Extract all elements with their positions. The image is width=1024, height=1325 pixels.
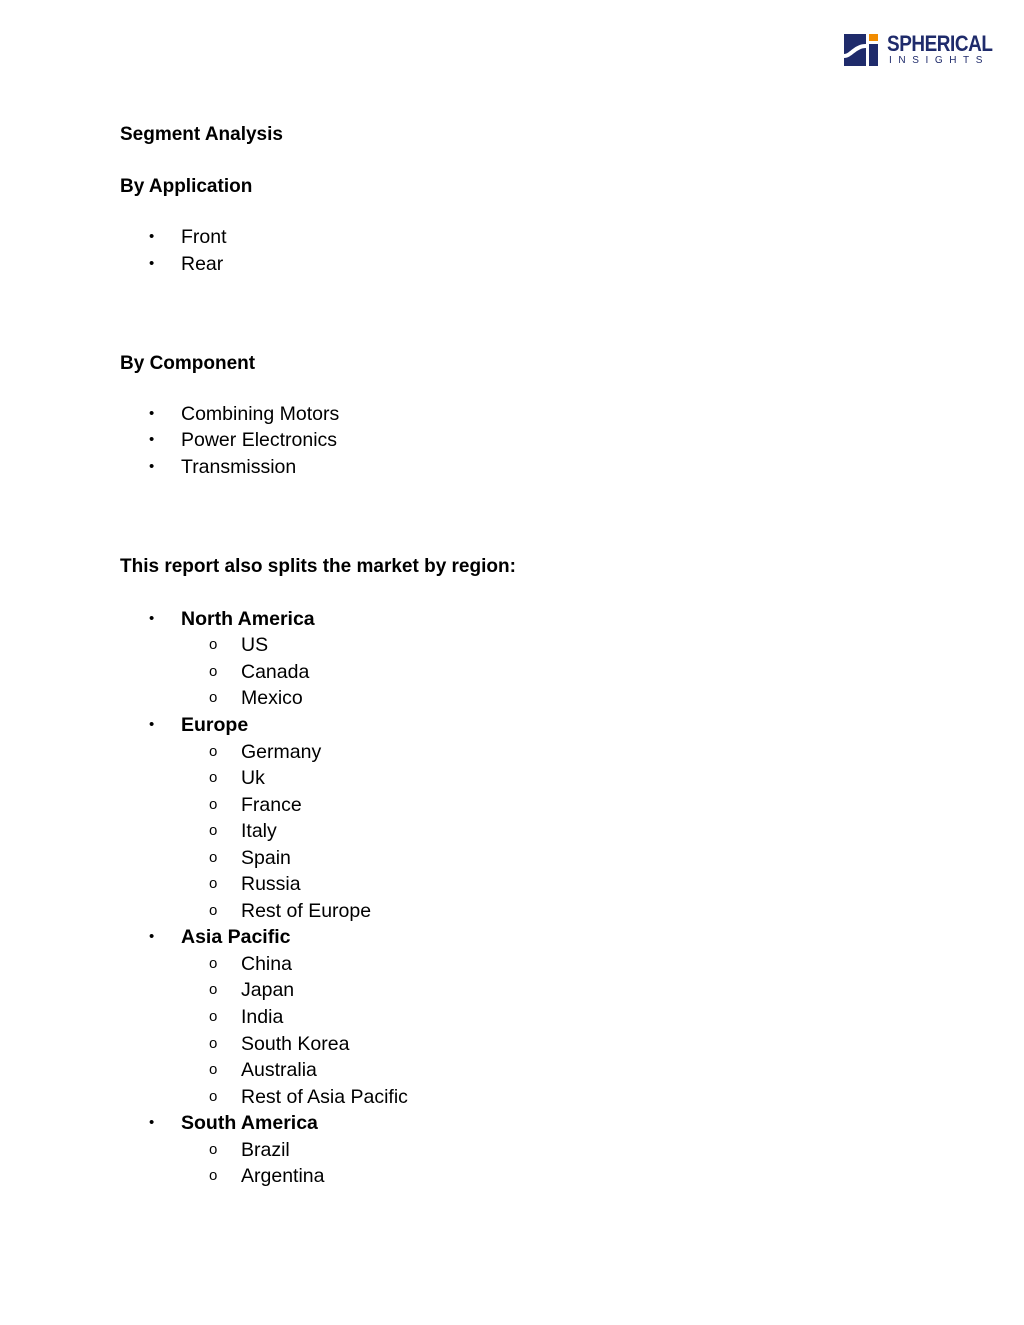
country-item: Spain (241, 847, 291, 869)
logo-word-spherical: SPHERICAL (887, 31, 993, 56)
country-item: China (241, 953, 292, 975)
sub-bullet-icon: o (209, 636, 218, 653)
list-item: Front (181, 226, 227, 248)
bullet-icon: • (149, 716, 155, 733)
logo-word-insights: INSIGHTS (889, 55, 990, 66)
logo-mark-icon (844, 34, 878, 66)
sub-bullet-icon: o (209, 902, 218, 919)
country-item: Uk (241, 767, 265, 789)
sub-bullet-icon: o (209, 1008, 218, 1025)
sub-bullet-icon: o (209, 743, 218, 760)
sub-bullet-icon: o (209, 1035, 218, 1052)
country-item: India (241, 1006, 284, 1028)
list-item: Rear (181, 253, 224, 275)
country-item: Canada (241, 661, 310, 683)
bullet-icon: • (149, 1114, 155, 1131)
country-item: South Korea (241, 1033, 350, 1055)
country-item: Rest of Asia Pacific (241, 1086, 408, 1108)
region-item: Europe (181, 714, 249, 736)
region-item: South America (181, 1112, 318, 1134)
company-logo (844, 32, 1000, 68)
country-item: Argentina (241, 1165, 325, 1187)
region-item: Asia Pacific (181, 926, 291, 948)
bullet-icon: • (149, 405, 155, 422)
sub-bullet-icon: o (209, 849, 218, 866)
bullet-icon: • (149, 928, 155, 945)
sub-bullet-icon: o (209, 875, 218, 892)
region-item: North America (181, 608, 315, 630)
bullet-icon: • (149, 610, 155, 627)
country-item: Rest of Europe (241, 900, 372, 922)
sub-bullet-icon: o (209, 1061, 218, 1078)
sub-bullet-icon: o (209, 822, 218, 839)
sub-bullet-icon: o (209, 689, 218, 706)
list-item: Power Electronics (181, 429, 338, 451)
country-item: Italy (241, 820, 277, 842)
bullet-icon: • (149, 431, 155, 448)
country-item: Brazil (241, 1139, 290, 1161)
country-item: Mexico (241, 687, 303, 709)
country-item: Germany (241, 741, 322, 763)
sub-bullet-icon: o (209, 1167, 218, 1184)
heading-by-application: By Application (120, 176, 253, 197)
heading-regions: This report also splits the market by region: (120, 556, 516, 577)
bullet-icon: • (149, 255, 155, 272)
heading-by-component: By Component (120, 353, 256, 374)
country-item: US (241, 634, 269, 656)
bullet-icon: • (149, 228, 155, 245)
sub-bullet-icon: o (209, 663, 218, 680)
sub-bullet-icon: o (209, 1088, 218, 1105)
sub-bullet-icon: o (209, 981, 218, 998)
sub-bullet-icon: o (209, 955, 218, 972)
list-item: Transmission (181, 456, 297, 478)
country-item: Russia (241, 873, 301, 895)
country-item: Australia (241, 1059, 317, 1081)
list-item: Combining Motors (181, 403, 340, 425)
bullet-icon: • (149, 458, 155, 475)
country-item: Japan (241, 979, 295, 1001)
sub-bullet-icon: o (209, 796, 218, 813)
sub-bullet-icon: o (209, 1141, 218, 1158)
sub-bullet-icon: o (209, 769, 218, 786)
heading-segment-analysis: Segment Analysis (120, 124, 283, 145)
country-item: France (241, 794, 302, 816)
